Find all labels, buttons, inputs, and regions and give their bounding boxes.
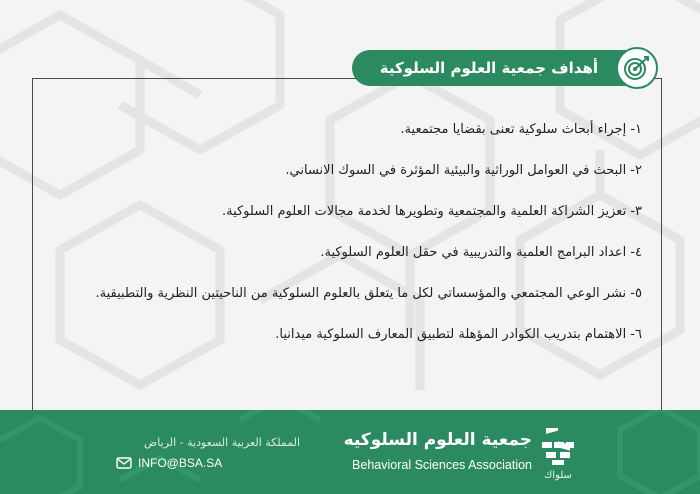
goal-item-4: ٤- اعداد البرامج العلمية والتدريبية في حقل العلوم السلوكية.: [320, 245, 642, 260]
goals-list: [42, 120, 642, 366]
goal-item-1: ١- إجراء أبحاث سلوكية تعنى بقضايا مجتمعية.: [400, 122, 642, 137]
logo-wordmark: سلواك: [544, 470, 572, 481]
section-title-bar: [352, 50, 654, 86]
envelope-icon: [116, 457, 132, 469]
location-text: المملكة العربية السعودية - الرياض: [143, 436, 300, 449]
goal-item-6: ٦- الاهتمام بتدريب الكوادر المؤهلة لتطبيق المعارف السلوكية ميدانيا.: [275, 327, 642, 342]
goal-item-5: ٥- نشر الوعي المجتمعي والمؤسساتي لكل ما يتعلق بالعلوم السلوكية من الناحيتين النظرية والتطبيقية.: [95, 286, 642, 301]
org-name-english: Behavioral Sciences Association: [352, 458, 532, 472]
logo-icon: [538, 428, 578, 468]
email-row: [116, 454, 222, 472]
footer: [0, 410, 700, 494]
target-icon: [616, 47, 658, 89]
goal-item-2: ٢- البحث في العوامل الوراثية والبيئية المؤثرة في السوك الانساني.: [285, 163, 642, 178]
org-name-arabic: جمعية العلوم السلوكيه: [343, 430, 532, 450]
section-title: أهداف جمعية العلوم السلوكية: [379, 59, 598, 77]
footer-pattern: [0, 410, 700, 494]
email-link[interactable]: INFO@BSA.SA: [138, 456, 223, 470]
goal-item-3: ٣- تعزيز الشراكة العلمية والمجتمعية وتطويرها لخدمة مجالات العلوم السلوكية.: [221, 204, 642, 219]
